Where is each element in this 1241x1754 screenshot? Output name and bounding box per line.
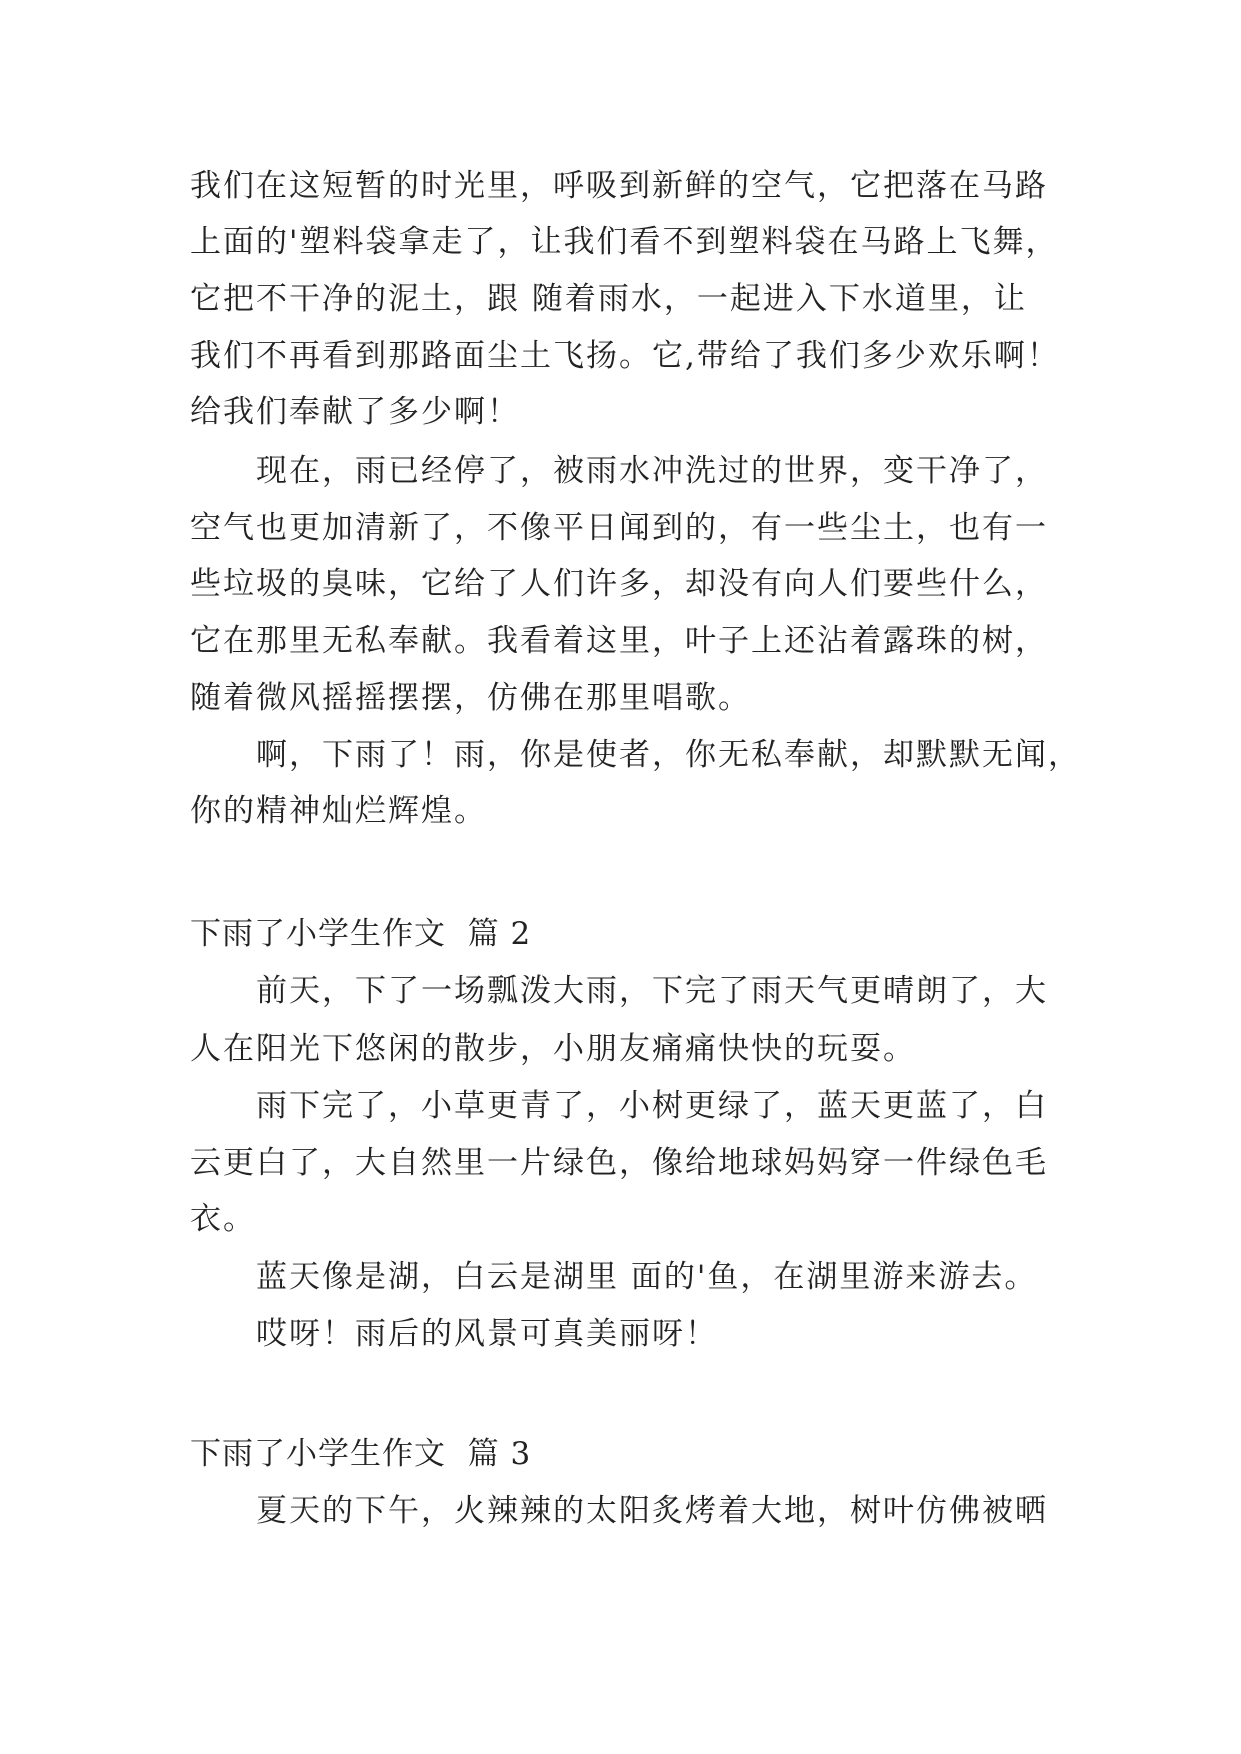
paragraph-line: 空气也更加清新了，不像平日闻到的，有一些尘土，也有一	[190, 510, 1048, 546]
paragraph-line: 蓝天像是湖，白云是湖里 面的'鱼，在湖里游来游去。	[256, 1259, 1038, 1295]
paragraph-line: 啊，下雨了！雨，你是使者，你无私奉献，却默默无闻，	[256, 737, 1081, 773]
paragraph-line: 你的精神灿烂辉煌。	[190, 793, 487, 829]
paragraph-line: 给我们奉献了多少啊！	[190, 394, 520, 430]
paragraph-line: 雨下完了，小草更青了，小树更绿了，蓝天更蓝了，白	[256, 1088, 1048, 1124]
paragraph-line: 我们在这短暂的时光里，呼吸到新鲜的空气，它把落在马路	[190, 168, 1048, 204]
section-heading: 下雨了小学生作文 篇 3	[190, 1436, 532, 1472]
paragraph-line: 人在阳光下悠闲的散步，小朋友痛痛快快的玩耍。	[190, 1031, 916, 1067]
paragraph-line: 上面的'塑料袋拿走了，让我们看不到塑料袋在马路上飞舞，	[190, 224, 1059, 260]
paragraph-line: 现在，雨已经停了，被雨水冲洗过的世界，变干净了，	[256, 453, 1048, 489]
section-heading: 下雨了小学生作文 篇 2	[190, 916, 532, 952]
paragraph-line: 些垃圾的臭味，它给了人们许多，却没有向人们要些什么，	[190, 566, 1048, 602]
paragraph-line: 它把不干净的泥土，跟 随着雨水，一起进入下水道里，让	[190, 281, 1027, 317]
paragraph-line: 我们不再看到那路面尘土飞扬。它,带给了我们多少欢乐啊！	[190, 338, 1060, 374]
paragraph-line: 随着微风摇摇摆摆，仿佛在那里唱歌。	[190, 680, 751, 716]
paragraph-line: 衣。	[190, 1201, 256, 1237]
paragraph-line: 哎呀！雨后的风景可真美丽呀！	[256, 1316, 718, 1352]
paragraph-line: 夏天的下午，火辣辣的太阳炙烤着大地，树叶仿佛被晒	[256, 1493, 1048, 1529]
paragraph-line: 云更白了，大自然里一片绿色，像给地球妈妈穿一件绿色毛	[190, 1145, 1048, 1181]
paragraph-line: 前天，下了一场瓢泼大雨，下完了雨天气更晴朗了，大	[256, 973, 1048, 1009]
paragraph-line: 它在那里无私奉献。我看着这里，叶子上还沾着露珠的树，	[190, 623, 1048, 659]
